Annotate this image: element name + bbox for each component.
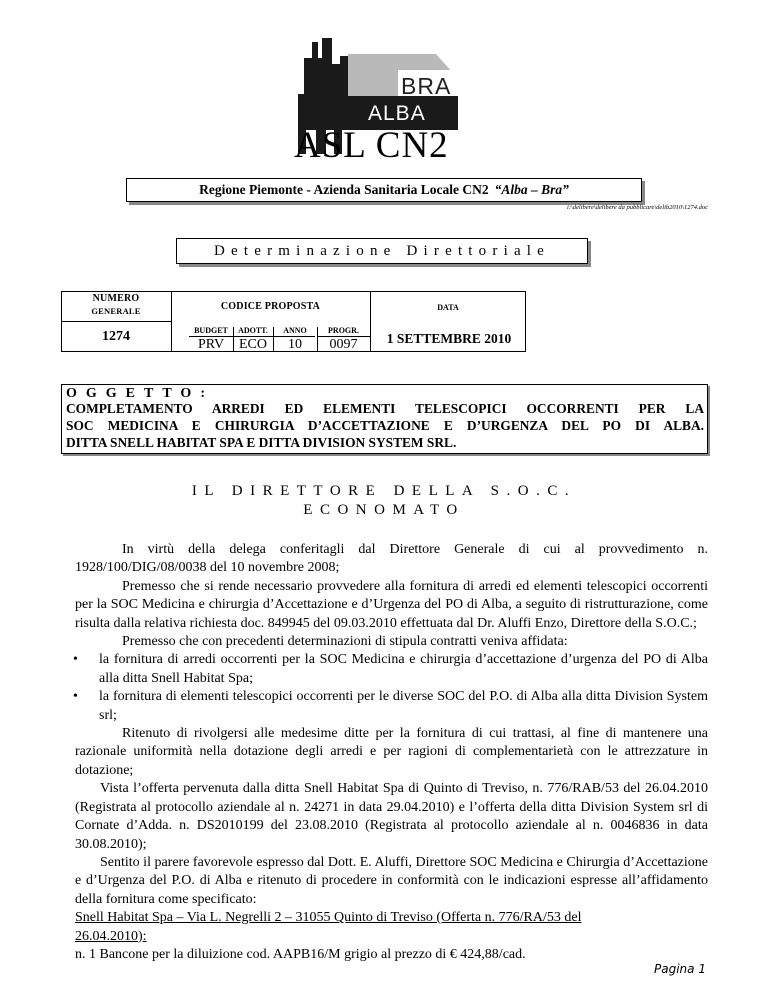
anno-value: 10 [288,337,302,352]
oggetto-box [61,384,708,454]
paragraph-premesso-2: Premesso che con precedenti determinazioni di stipula contratti veniva affidata: [122,634,568,650]
numero-label-2: GENERALE [91,306,141,316]
oggetto-line-1: COMPLETAMENTO ARREDI ED ELEMENTI TELESCOPICI OCCORRENTI PER LA [66,401,704,416]
director-line-2: ECONOMATO [303,502,465,518]
region-header [126,178,642,202]
file-path: i:\delibere\delibere da pubblicare\delib2010\1274.doc [567,204,708,211]
bullet-text-2: la fornitura di elementi telescopici occorrenti per le diverse SOC del P.O. di Alba alla ditta Division System srl; [99,689,708,723]
paragraph-vista: Vista l’offerta pervenuta dalla ditta Snell Habitat Spa di Quinto di Treviso, n. 776/RAB/53 del 26.04.2010 (Registrata al protocollo aziendale al n. 24271 in data 29.04.2010) e l’offerta della ditta Division System srl di Cornate d’Adda. n. DS2010199 del 23.08.2010 (Registrata al protocollo aziendale al n. 0046836 in data 30.08.2010); [75,781,708,852]
paragraph-delega: In virtù della delega conferitagli dal Direttore Generale di cui al provvedimento n. 1928/100/DIG/08/0038 del 10 novembre 2008; [75,542,708,576]
region-quote: “Alba – Bra” [494,182,569,197]
paragraph-supplier: Snell Habitat Spa – Via L. Negrelli 2 – 31055 Quinto di Treviso (Offerta n. 776/RA/53 del 26.04.2010): [75,910,582,944]
bullet-icon: • [73,689,78,705]
bullet-text-1: la fornitura di arredi occorrenti per la SOC Medicina e chirurgia d’accettazione d’urgenza del PO di Alba alla ditta Snell Habitat Spa; [99,652,708,686]
page-number: Pagina 1 [654,962,706,976]
paragraph-item: n. 1 Bancone per la diluizione cod. AAPB16/M grigio al prezzo di € 424,88/cad. [75,946,526,962]
budget-value: PRV [197,337,225,352]
adott-value: ECO [239,337,267,352]
numero-label-1: NUMERO [92,293,140,304]
numero-label [61,293,171,318]
oggetto-line-3: DITTA SNELL HABITAT SPA E DITTA DIVISION SYSTEM SRL. [66,435,457,450]
document-type: Determinazione Direttoriale [176,238,588,264]
region-line: Regione Piemonte - Azienda Sanitaria Locale CN2 [199,182,489,197]
oggetto-label: OGGETTO: [66,386,214,401]
list-item [75,651,708,688]
progr-label: PROGR. [328,326,359,335]
anno-label: ANNO [283,326,307,335]
data-value: 1 SETTEMBRE 2010 [386,331,512,346]
numero-value: 1274 [102,329,130,344]
paragraph-premesso-1: Premesso che si rende necessario provvedere alla fornitura di arredi ed elementi telescopici occorrenti per la SOC Medicina e chirurgia d’Accettazione e d’Urgenza del PO di Alba, a seguito di ristrutturazione, come risulta dalla relativa richiesta doc. 849945 del 09.03.2010 effettuata dal Dr. Aluffi Enzo, Direttore della S.O.C.; [75,578,708,631]
logo-alba-text: ALBA [368,102,426,125]
paragraph-sentito: Sentito il parere favorevole espresso dal Dott. E. Aluffi, Direttore SOC Medicina e Chirurgia d’Accettazione e d’Urgenza del P.O. di Alba e ritenuto di procedere in conformità con le indicazioni espresse all’affidamento della fornitura come specificato: [75,854,708,907]
document-body [75,541,708,964]
logo-asl-text: ASL CN2 [294,125,449,166]
oggetto-line-2: SOC MEDICINA E CHIRURGIA D’ACCETTAZIONE E D’URGENZA DEL PO DI ALBA. [66,418,704,433]
logo-bra-text: BRA [401,73,452,99]
data-label: DATA [437,303,459,312]
progr-value: 0097 [329,337,358,352]
codice-label: CODICE PROPOSTA [220,301,321,312]
budget-label: BUDGET [194,326,228,335]
code-table [61,291,526,351]
director-line-1: IL DIRETTORE DELLA S.O.C. [191,483,577,499]
list-item [75,688,708,725]
adott-label: ADOTT. [238,326,268,335]
paragraph-ritenuto: Ritenuto di rivolgersi alle medesime ditte per la fornitura di cui trattasi, al fine di mantenere una razionale uniformità nella dotazione degli arredi e per ragioni di complementarietà con le attrezzature in dotazione; [75,726,708,778]
bullet-icon: • [73,652,78,668]
